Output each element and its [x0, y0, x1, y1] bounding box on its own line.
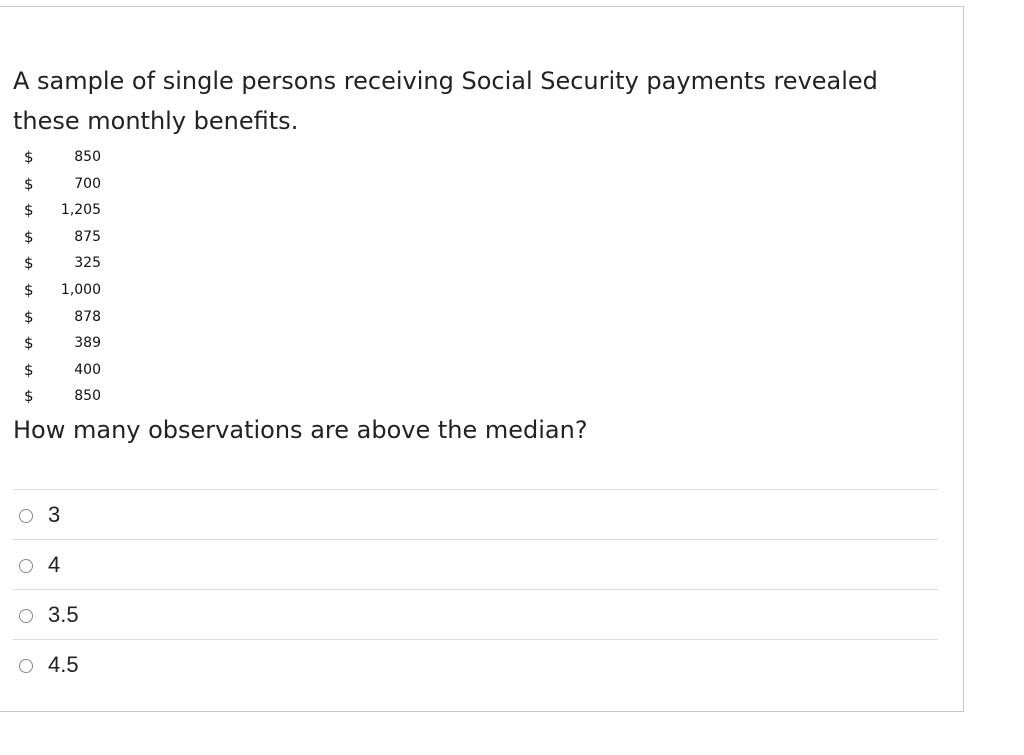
- answer-option-2[interactable]: [13, 539, 938, 589]
- answer-option-label: 4.5: [48, 652, 79, 677]
- answer-option-1[interactable]: [13, 489, 938, 539]
- answer-option-label: 4: [48, 552, 61, 577]
- question-text: A sample of single persons receiving Social Security payments revealed these monthly benefits.: [13, 67, 878, 135]
- benefit-amount: 389: [74, 335, 101, 352]
- answer-options: [13, 489, 938, 689]
- currency-symbol: $: [24, 387, 34, 406]
- currency-symbol: $: [24, 254, 34, 273]
- benefit-row: [20, 330, 110, 357]
- benefit-amount: 1,205: [60, 202, 101, 219]
- currency-symbol: $: [24, 174, 34, 193]
- answer-option-4[interactable]: [13, 639, 938, 689]
- answer-option-label: 3.5: [48, 602, 79, 627]
- benefit-amount: 850: [74, 388, 101, 405]
- benefits-table: [20, 144, 110, 410]
- currency-symbol: $: [24, 334, 34, 353]
- radio-button[interactable]: [19, 609, 33, 623]
- benefit-amount: 875: [74, 228, 101, 245]
- currency-symbol: $: [24, 280, 34, 299]
- answer-option-label: 3: [48, 502, 61, 527]
- benefit-row: [20, 224, 110, 251]
- benefit-amount: 850: [74, 149, 101, 165]
- question-prompt: How many observations are above the median?: [13, 416, 588, 444]
- benefit-row: [20, 277, 110, 304]
- benefit-amount: 325: [74, 255, 101, 272]
- benefit-row: [20, 304, 110, 331]
- currency-symbol: $: [24, 148, 34, 166]
- benefit-row: [20, 171, 110, 198]
- benefit-amount: 1,000: [60, 281, 101, 298]
- radio-button[interactable]: [19, 559, 33, 573]
- benefit-row: [20, 144, 110, 171]
- radio-button[interactable]: [19, 509, 33, 523]
- question-card: [0, 6, 964, 712]
- currency-symbol: $: [24, 201, 34, 220]
- currency-symbol: $: [24, 307, 34, 326]
- benefit-row: [20, 250, 110, 277]
- benefit-amount: 400: [74, 361, 101, 378]
- answer-option-3[interactable]: [13, 589, 938, 639]
- benefit-row: [20, 357, 110, 384]
- currency-symbol: $: [24, 360, 34, 379]
- benefit-row: [20, 383, 110, 410]
- radio-button[interactable]: [19, 659, 33, 673]
- benefit-amount: 878: [74, 308, 101, 325]
- benefit-amount: 700: [74, 175, 101, 192]
- currency-symbol: $: [24, 227, 34, 246]
- benefit-row: [20, 197, 110, 224]
